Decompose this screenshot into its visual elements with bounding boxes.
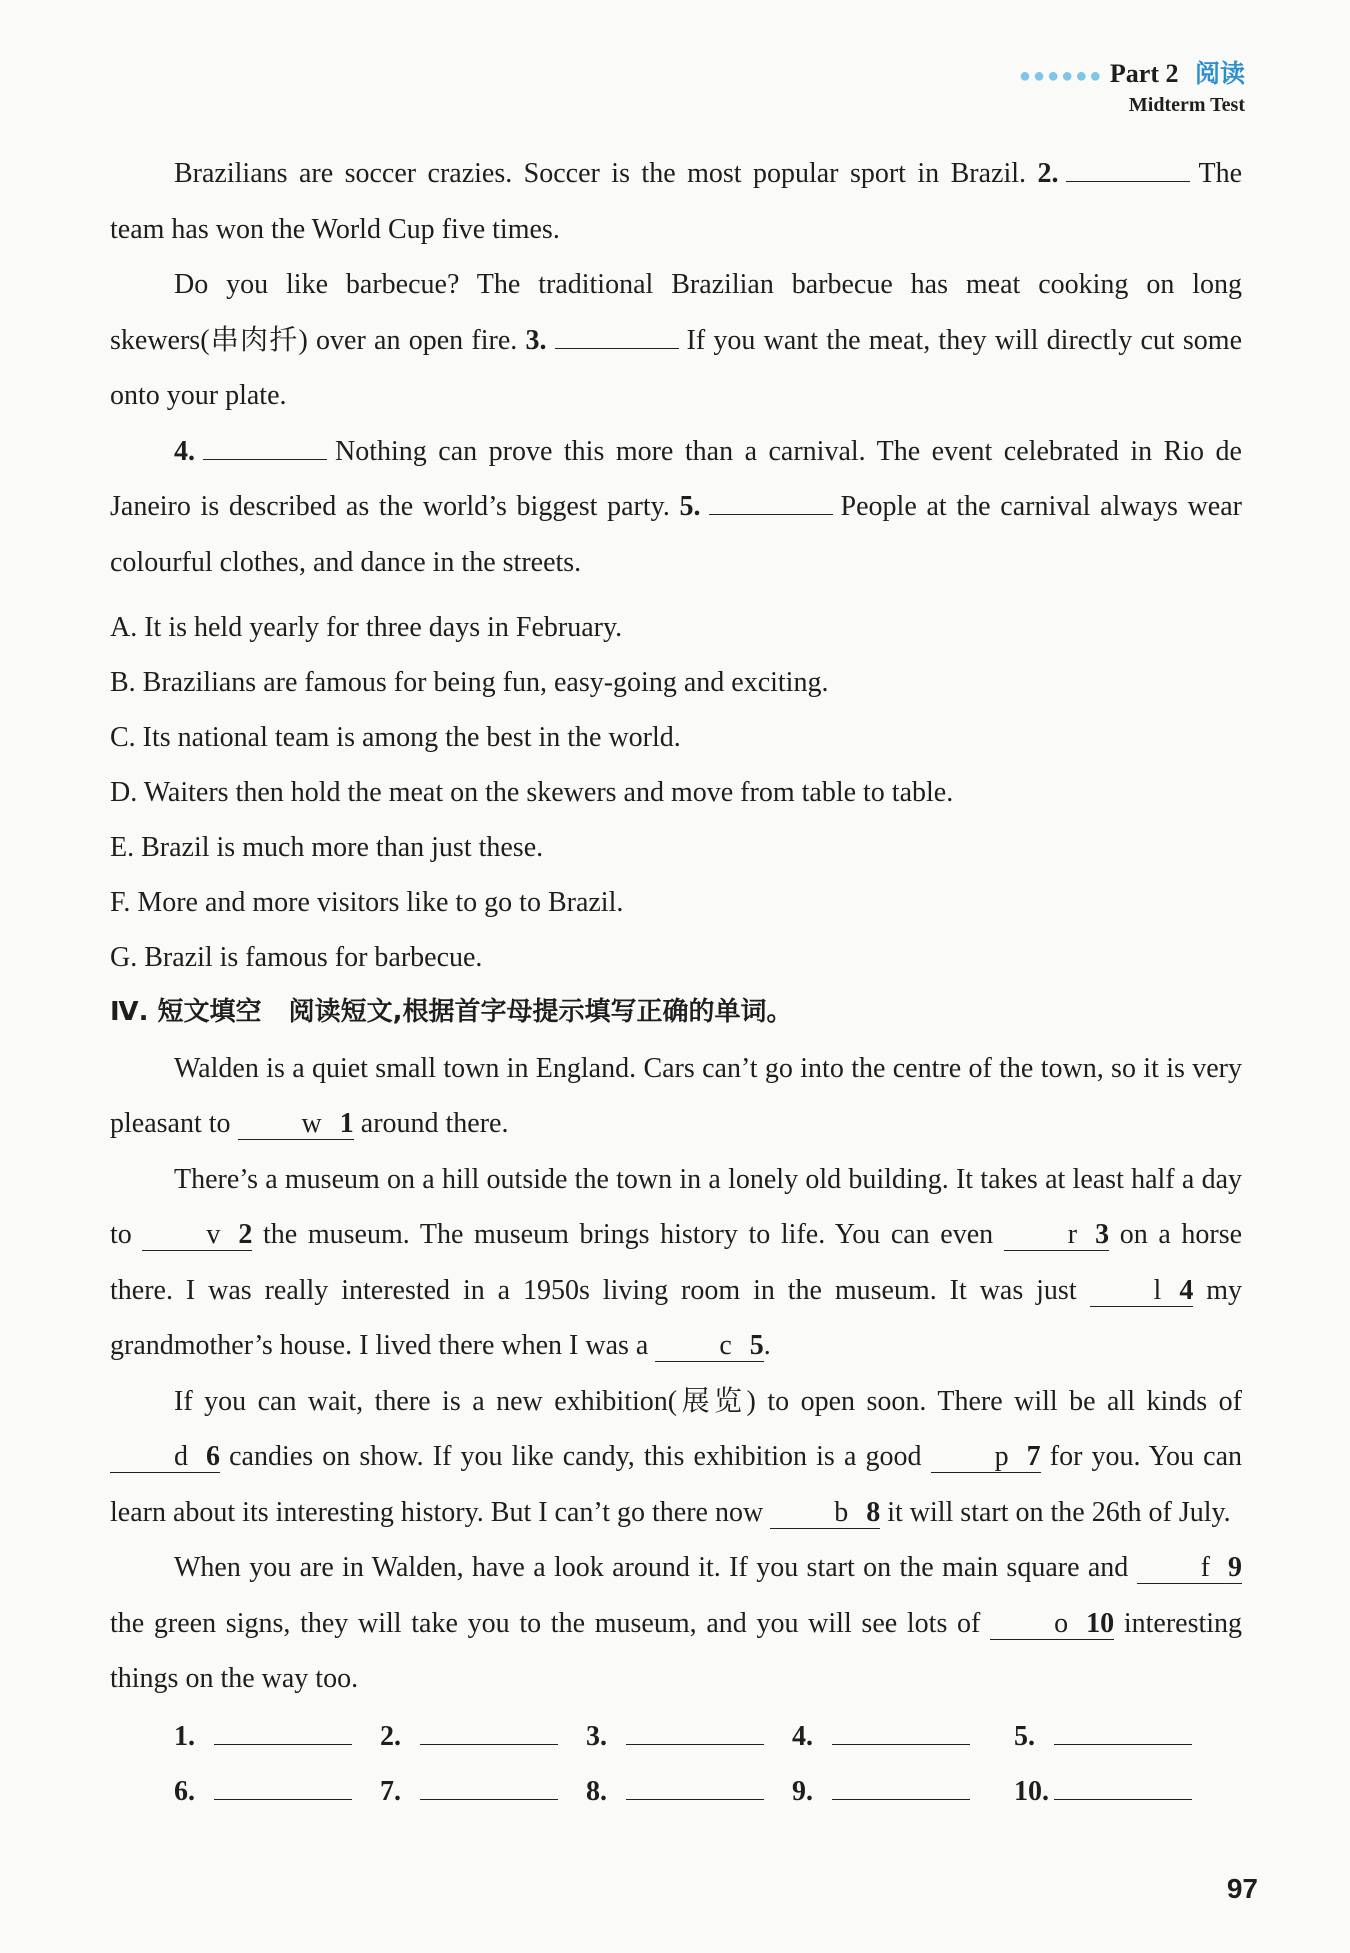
hint-blank-6[interactable] (110, 1442, 220, 1473)
hint-number: 6 (206, 1441, 220, 1472)
hint-letter: c (719, 1330, 732, 1361)
hint-blank-1[interactable] (238, 1109, 354, 1140)
option-c: C. Its national team is among the best in the world. (110, 722, 681, 753)
passage1-text: The team has won the World Cup five times. (110, 158, 1243, 245)
passage1-paragraph2 (110, 257, 1242, 424)
hint-blank-7[interactable] (931, 1442, 1041, 1473)
hint-letter: b (834, 1496, 849, 1528)
blank-number-2: 2. (1037, 158, 1059, 189)
answer-cell-2 (380, 1709, 586, 1764)
blank-number-5: 5. (679, 491, 701, 522)
hint-blank-3[interactable] (1004, 1220, 1109, 1251)
answer-line-6[interactable] (214, 1775, 352, 1800)
passage2-text: When you are in Walden, have a look around it. If you start on the main square and (174, 1552, 1129, 1583)
answer-cell-3 (586, 1709, 792, 1764)
hint-letter: o (1054, 1607, 1069, 1639)
option-g: G. Brazil is famous for barbecue. (110, 942, 483, 973)
hint-letter: l (1153, 1274, 1162, 1306)
option-b: B. Brazilians are famous for being fun, easy-going and exciting. (110, 667, 829, 698)
answer-cell-9 (792, 1764, 1014, 1819)
answer-blank-2[interactable] (1066, 155, 1190, 182)
answer-cell-7 (380, 1764, 586, 1819)
passage2-paragraph4 (110, 1540, 1242, 1707)
answer-line-7[interactable] (420, 1775, 558, 1800)
hint-blank-9[interactable] (1137, 1553, 1242, 1584)
answer-blank-3[interactable] (555, 322, 679, 349)
answer-number: 1. (174, 1720, 195, 1752)
answer-number: 9. (792, 1775, 813, 1807)
passage2-text: my grandmother’s house. I lived there when I was a (110, 1274, 1243, 1361)
option-d: D. Waiters then hold the meat on the skewers and move from table to table. (110, 777, 954, 808)
hint-blank-4[interactable] (1090, 1276, 1194, 1307)
passage2-paragraph3 (110, 1374, 1242, 1541)
answer-cell-6 (174, 1764, 380, 1819)
answer-number: 7. (380, 1775, 401, 1807)
part-cn-label: 阅读 (1194, 59, 1245, 88)
blank-number-3: 3. (525, 324, 547, 356)
blank-number-4: 4. (174, 435, 195, 467)
answer-line-2[interactable] (420, 1720, 558, 1745)
answer-cell-4 (792, 1709, 1014, 1764)
answer-cell-10 (1014, 1764, 1220, 1819)
hint-letter: d (174, 1441, 188, 1472)
decorative-dots: ●●●●●● (1018, 65, 1104, 87)
answer-line-4[interactable] (832, 1720, 970, 1745)
passage1-text: If you want the meat, they will directly cut some onto your plate. (110, 324, 1243, 411)
hint-blank-2[interactable] (142, 1220, 252, 1251)
answer-number: 5. (1014, 1720, 1035, 1752)
passage2-text: interesting things on the way too. (110, 1607, 1243, 1694)
part-label: Part 2 (1109, 59, 1179, 88)
passage2-paragraph2 (110, 1152, 1242, 1374)
options-list (110, 600, 1242, 985)
page-header (1019, 54, 1245, 117)
hint-number: 9 (1228, 1552, 1242, 1583)
header-part (1019, 54, 1245, 90)
answer-blank-4[interactable] (203, 433, 327, 460)
hint-letter: f (1200, 1552, 1210, 1583)
hint-number: 5 (749, 1330, 764, 1361)
hint-number: 4 (1179, 1274, 1194, 1306)
passage1-text: Do you like barbecue? The traditional Brazilian barbecue has meat cooking on long skewers(串肉扦) over an open fire. (110, 269, 1242, 356)
hint-letter: r (1067, 1219, 1078, 1250)
hint-number: 1 (339, 1108, 354, 1139)
passage2-text: . (763, 1330, 771, 1361)
answer-cell-1 (174, 1709, 380, 1764)
passage2-text: it will start on the 26th of July. (887, 1496, 1231, 1528)
passage2-text: the green signs, they will take you to the museum, and you will see lots of (110, 1607, 981, 1639)
passage1-text: People at the carnival always wear colourful clothes, and dance in the streets. (110, 491, 1242, 578)
answer-number: 2. (380, 1720, 401, 1752)
hint-letter: v (206, 1219, 221, 1250)
answer-number: 3. (586, 1720, 607, 1752)
answer-blank-5[interactable] (709, 488, 833, 515)
passage2-paragraph1 (110, 1041, 1242, 1152)
option-f: F. More and more visitors like to go to Brazil. (110, 887, 624, 918)
passage2-text: around there. (360, 1108, 509, 1139)
passage1-paragraph3 (110, 424, 1242, 591)
answer-cell-8 (586, 1764, 792, 1819)
answer-cell-5 (1014, 1709, 1220, 1764)
answer-number: 4. (792, 1720, 813, 1752)
answer-line-10[interactable] (1054, 1775, 1192, 1800)
answer-number: 10. (1014, 1775, 1049, 1807)
passage2-text: There’s a museum on a hill outside the town in a lonely old building. It takes at least half a day to (110, 1163, 1242, 1250)
passage2-text: the museum. The museum brings history to life. You can even (263, 1219, 994, 1250)
answer-line-1[interactable] (214, 1720, 352, 1745)
answer-line-3[interactable] (626, 1720, 764, 1745)
hint-blank-8[interactable] (770, 1498, 880, 1529)
header-subtitle: Midterm Test (1128, 94, 1245, 116)
passage1-text: Nothing can prove this more than a carnival. The event celebrated in Rio de Janeiro is described as the world’s biggest party. (110, 435, 1242, 522)
section-instruction: 阅读短文,根据首字母提示填写正确的单词。 (288, 997, 793, 1027)
passage2-text: If you can wait, there is a new exhibition(展览) to open soon. There will be all kinds of (174, 1385, 1242, 1417)
answer-line-8[interactable] (626, 1775, 764, 1800)
hint-number: 3 (1095, 1219, 1110, 1250)
hint-blank-10[interactable] (990, 1609, 1114, 1640)
hint-number: 8 (866, 1496, 881, 1528)
answer-line-5[interactable] (1054, 1720, 1192, 1745)
answer-row-2 (110, 1764, 1242, 1819)
answer-line-9[interactable] (832, 1775, 970, 1800)
hint-letter: p (994, 1441, 1009, 1472)
answer-number: 8. (586, 1775, 607, 1807)
hint-number: 2 (238, 1219, 253, 1250)
option-e: E. Brazil is much more than just these. (110, 832, 544, 863)
page-content (110, 146, 1242, 1819)
passage2-text: candies on show. If you like candy, this exhibition is a good (229, 1441, 922, 1472)
hint-blank-5[interactable] (655, 1331, 763, 1362)
passage1-text: Brazilians are soccer crazies. Soccer is the most popular sport in Brazil. (174, 158, 1027, 189)
answer-number: 6. (174, 1775, 195, 1807)
hint-number: 10 (1086, 1607, 1115, 1639)
passage1-paragraph1 (110, 146, 1242, 257)
section4-heading (110, 985, 1242, 1041)
option-a: A. It is held yearly for three days in February. (110, 612, 623, 643)
answer-grid (110, 1709, 1242, 1819)
passage2-text: for you. You can learn about its interesting history. But I can’t go there now (110, 1441, 1242, 1528)
hint-number: 7 (1026, 1441, 1041, 1472)
page-number: 97 (1226, 1873, 1258, 1904)
passage2-text: on a horse there. I was really interested in a 1950s living room in the museum. It was just (110, 1219, 1243, 1306)
passage2-text: Walden is a quiet small town in England. Cars can’t go into the centre of the town, so it is very pleasant to (110, 1052, 1242, 1139)
answer-row-1 (110, 1709, 1242, 1764)
hint-letter: w (301, 1108, 322, 1139)
section-title: Ⅳ. 短文填空 (110, 997, 262, 1027)
